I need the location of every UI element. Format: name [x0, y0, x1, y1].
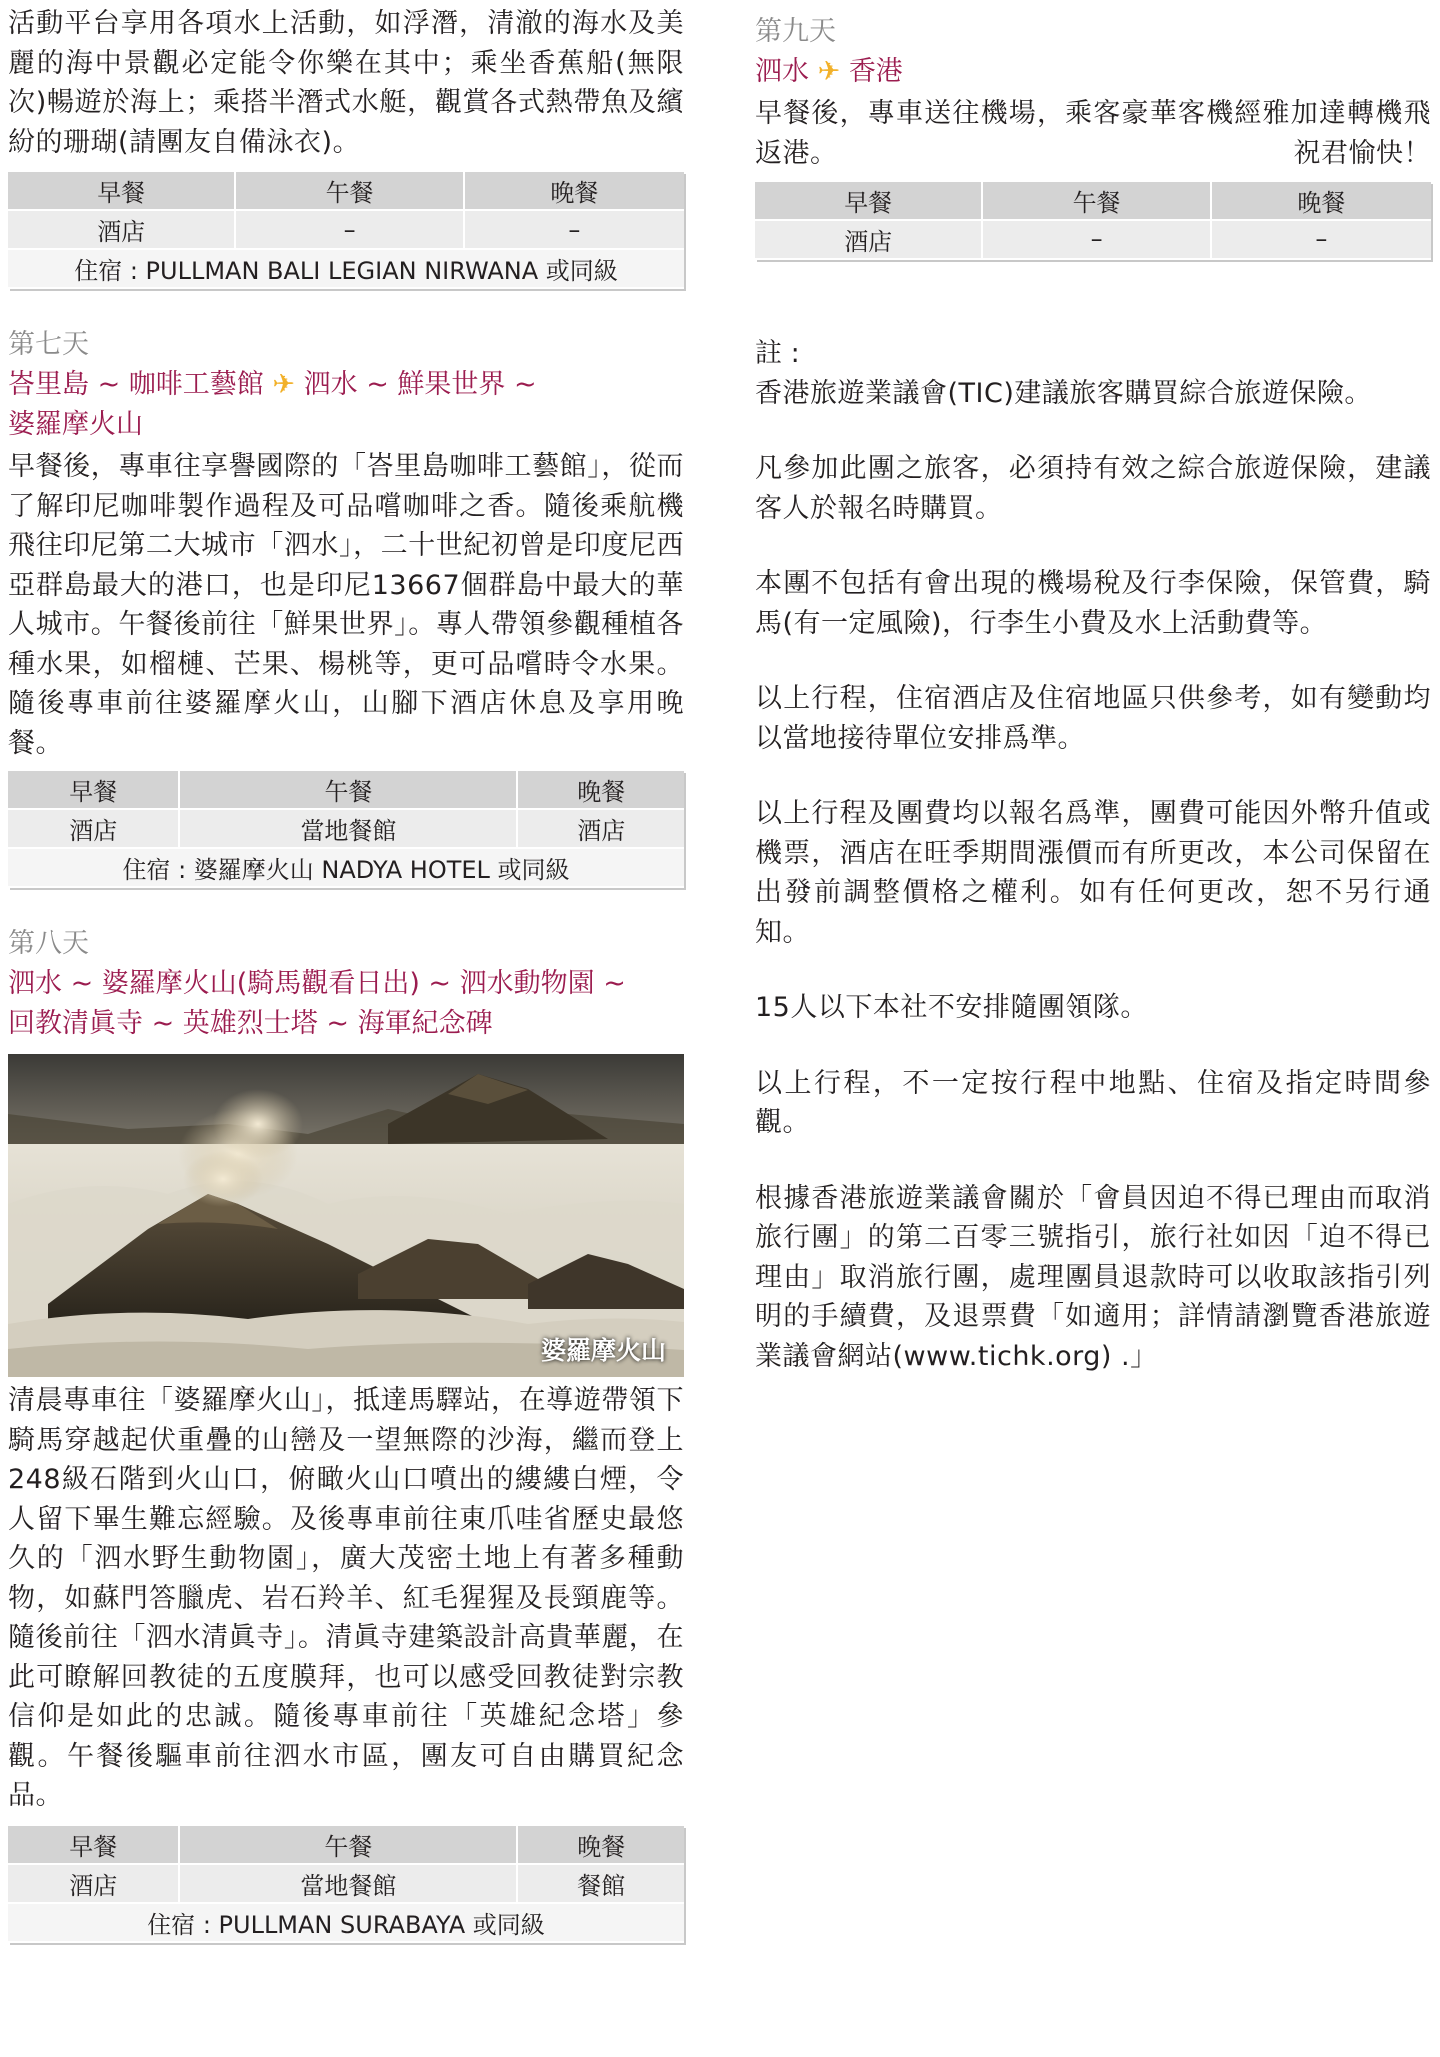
note-item: 以上行程，不一定按行程中地點、住宿及指定時間參觀。: [755, 1067, 1431, 1138]
right-column: [755, 0, 1431, 1376]
day9-route-part-a: 泗水: [755, 56, 809, 87]
meal-header-lunch: 午餐: [236, 172, 464, 211]
day8-accommodation: 住宿 : PULLMAN SURABAYA 或同級: [8, 1904, 684, 1943]
day7-description: 早餐後，專車往享譽國際的「峇里島咖啡工藝館」，從而了解印尼咖啡製作過程及可品嚐咖啡之香。隨後乘航機飛往印尼第二大城市「泗水」，二十世紀初曾是印度尼西亞群島最大的港口，也是印尼13667個群島中最大的華人城市。午餐後前往「鮮果世界」。專人帶領參觀種植各種水果，如榴槤、芒果、楊桃等，更可品嚐時令水果。隨後專車前往婆羅摩火山，山腳下酒店休息及享用晚餐。: [8, 451, 684, 759]
meal-lunch: –: [983, 221, 1211, 260]
note-item: 香港旅遊業議會(TIC)建議旅客購買綜合旅遊保險。: [755, 377, 1372, 409]
note-item: 以上行程及團費均以報名爲準，團費可能因外幣升值或機票，酒店在旺季期間漲價而有所更改，本公司保留在出發前調整價格之權利。如有任何更改，恕不另行通知。: [755, 798, 1431, 948]
day9-meals-table: [755, 182, 1431, 260]
day9-farewell: 祝君愉快！: [1293, 138, 1431, 169]
bromo-volcano-photo: [8, 1054, 684, 1377]
day9-section: [755, 12, 1431, 260]
day9-route-part-b: 香港: [848, 56, 903, 87]
photo-caption: 婆羅摩火山: [540, 1336, 666, 1365]
note-item: 根據香港旅遊業議會關於「會員因迫不得已理由而取消旅行團」的第二百零三號指引，旅行社如因「迫不得已理由」取消旅行團，處理團員退款時可以收取該指引列明的手續費，及退票費「如適用；詳情請瀏覽香港旅遊業議會網站(www.tichk.org) .」: [755, 1182, 1431, 1372]
volcano-landscape-image: [8, 1054, 684, 1377]
meal-lunch: –: [236, 211, 464, 250]
day8-section: [8, 924, 684, 1943]
meal-header-dinner: 晚餐: [518, 771, 684, 810]
day7-accommodation: 住宿 : 婆羅摩火山 NADYA HOTEL 或同級: [8, 849, 684, 888]
meal-header-lunch: 午餐: [180, 771, 518, 810]
meal-breakfast: 酒店: [8, 1865, 180, 1904]
meal-dinner: 餐館: [518, 1865, 684, 1904]
meal-lunch: 當地餐館: [180, 810, 518, 849]
meal-breakfast: 酒店: [8, 211, 236, 250]
day7-route: [8, 365, 684, 405]
day8-description: 清晨專車往「婆羅摩火山」，抵達馬驛站，在導遊帶領下騎馬穿越起伏重疊的山巒及一望無際的沙海，繼而登上248級石階到火山口，俯瞰火山口噴出的縷縷白煙，令人留下畢生難忘經驗。及後專車前往東爪哇省歷史最悠久的「泗水野生動物園」，廣大茂密土地上有著多種動物，如蘇門答臘虎、岩石羚羊、紅毛猩猩及長頸鹿等。隨後前往「泗水清眞寺」。清眞寺建築設計高貴華麗，在此可瞭解回教徒的五度膜拜，也可以感受回教徒對宗教信仰是如此的忠誠。隨後專車前往「英雄紀念塔」參觀。午餐後驅車前往泗水市區，團友可自由購買紀念品。: [8, 1385, 684, 1811]
day8-label: 第八天: [8, 928, 89, 959]
plane-icon: ✈: [272, 369, 296, 400]
day9-label: 第九天: [755, 16, 836, 47]
meal-header-dinner: 晚餐: [518, 1826, 684, 1865]
meal-header-dinner: 晚餐: [1212, 182, 1431, 221]
day7-route-line2: 婆羅摩火山: [8, 409, 143, 440]
notes-section: [755, 334, 1431, 1377]
day6-description: 活動平台享用各項水上活動，如浮潛，清澈的海水及美麗的海中景觀必定能令你樂在其中；乘坐香蕉船(無限次)暢遊於海上；乘搭半潛式水艇，觀賞各式熱帶魚及繽紛的珊瑚(請團友自備泳衣)。: [8, 8, 684, 158]
day8-meals-table: [8, 1826, 684, 1943]
plane-icon: ✈: [817, 56, 841, 87]
day7-route-part-a: 峇里島 ~ 咖啡工藝館: [8, 369, 264, 400]
day7-section: [8, 325, 684, 888]
meal-dinner: –: [1212, 221, 1431, 260]
meal-breakfast: 酒店: [755, 221, 983, 260]
note-item: 凡參加此團之旅客，必須持有效之綜合旅遊保險，建議客人於報名時購買。: [755, 453, 1431, 524]
day9-description: 早餐後，專車送往機場，乘客豪華客機經雅加達轉機飛返港。: [755, 98, 1431, 169]
meal-header-breakfast: 早餐: [755, 182, 983, 221]
day8-route-line2: 回教清眞寺 ~ 英雄烈士塔 ~ 海軍紀念碑: [8, 1008, 493, 1039]
day8-route-line1: 泗水 ~ 婆羅摩火山(騎馬觀看日出) ~ 泗水動物園 ~: [8, 968, 626, 999]
meal-header-dinner: 晚餐: [465, 172, 684, 211]
note-item: 以上行程，住宿酒店及住宿地區只供參考，如有變動均以當地接待單位安排爲準。: [755, 683, 1431, 754]
meal-dinner: 酒店: [518, 810, 684, 849]
meal-header-lunch: 午餐: [180, 1826, 518, 1865]
left-column: [8, 0, 684, 1943]
day7-label: 第七天: [8, 329, 89, 360]
meal-header-breakfast: 早餐: [8, 771, 180, 810]
note-item: 15人以下本社不安排隨團領隊。: [755, 992, 1148, 1023]
meal-header-breakfast: 早餐: [8, 1826, 180, 1865]
meal-dinner: –: [465, 211, 684, 250]
day6-accommodation: 住宿 : PULLMAN BALI LEGIAN NIRWANA 或同級: [8, 250, 684, 289]
note-item: 本團不包括有會出現的機場稅及行李保險，保管費，騎馬(有一定風險)，行李生小費及水上活動費等。: [755, 568, 1431, 639]
day6-meals-table: [8, 172, 684, 289]
meal-header-breakfast: 早餐: [8, 172, 236, 211]
meal-breakfast: 酒店: [8, 810, 180, 849]
day7-route-part-b: 泗水 ~ 鮮果世界 ~: [303, 369, 537, 400]
notes-label: 註 :: [755, 337, 800, 369]
day7-meals-table: [8, 771, 684, 888]
meal-header-lunch: 午餐: [983, 182, 1211, 221]
day9-route: [755, 52, 1431, 92]
meal-lunch: 當地餐館: [180, 1865, 518, 1904]
